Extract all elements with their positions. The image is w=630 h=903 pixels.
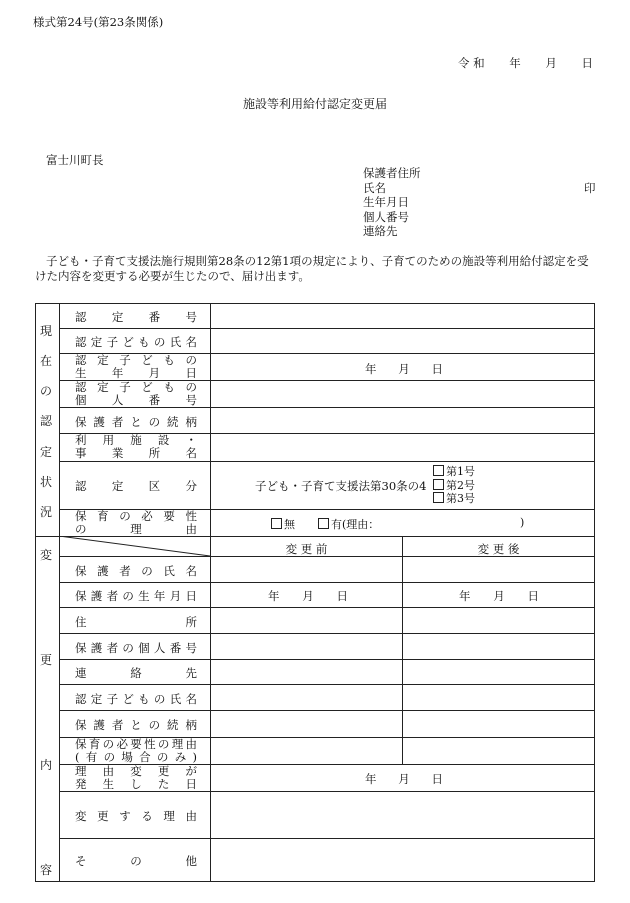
applicant-birth-label: 生年月日 — [363, 195, 409, 209]
seal-mark: 印 — [584, 181, 596, 195]
necessity-none-checkbox[interactable]: 無 — [271, 516, 295, 532]
change-reason-label: 変 更 す る 理 由 — [75, 809, 197, 823]
guardian-birth-after[interactable]: 年 月 日 — [459, 589, 539, 603]
cert-number-label: 認 定 番 号 — [75, 310, 197, 324]
applicant-contact-label: 連絡先 — [363, 224, 398, 238]
current-label-3: の — [39, 384, 52, 398]
relation-change-label: 保 護 者 と の 続 柄 — [75, 718, 197, 732]
category-option-2[interactable]: 第2号 — [433, 479, 475, 493]
applicant-block — [363, 166, 445, 239]
guardian-name-label: 保 護 者 の 氏 名 — [75, 564, 197, 578]
occurred-date-label: 理 由 変 更 が 発 生 し た 日 — [75, 764, 197, 791]
reason-label: 保 育 の 必 要 性 の 理 由 ( 有 の 場 合 の み ) — [75, 737, 197, 764]
category-option-3[interactable]: 第3号 — [433, 492, 475, 506]
current-label-4: 認 — [39, 414, 52, 428]
diagonal-line — [59, 536, 211, 557]
necessity-close-paren: ) — [520, 516, 525, 529]
category-options[interactable] — [433, 465, 475, 506]
address-label: 住 所 — [75, 615, 197, 629]
date-month: 月 — [545, 56, 557, 70]
statement: 子ども・子育て支援法施行規則第28条の12第1項の規定により、子育てのための施設等利用給付認定を受けた内容を変更する必要が生じたので、届け出ます。 — [35, 254, 589, 283]
category-option-1[interactable]: 第1号 — [433, 465, 475, 479]
date-year: 年 — [509, 56, 521, 70]
change-label-3: 内 — [39, 758, 52, 772]
current-label-1: 現 — [39, 324, 52, 338]
current-label-6: 状 — [39, 475, 52, 489]
guardian-birth-before[interactable]: 年 月 日 — [268, 589, 348, 603]
page-title: 施設等利用給付認定変更届 — [242, 97, 387, 111]
category-text: 子ども・子育て支援法第30条の4 — [255, 479, 427, 493]
category-label: 認 定 区 分 — [75, 479, 197, 493]
applicant-address-label: 保護者住所 — [363, 166, 421, 180]
child-id-label: 認 定 子 ど も の 個 人 番 号 — [75, 380, 197, 407]
current-label-2: 在 — [39, 354, 52, 368]
contact-label: 連 絡 先 — [75, 666, 197, 680]
guardian-birth-label: 保 護 者 の 生 年 月 日 — [75, 589, 197, 603]
date-line — [458, 55, 593, 71]
relation-label: 保 護 者 と の 続 柄 — [75, 415, 197, 429]
guardian-id-label: 保 護 者 の 個 人 番 号 — [75, 641, 197, 655]
after-header: 変 更 後 — [477, 542, 520, 556]
addressee: 富士川町長 — [46, 153, 104, 167]
child-name-label: 認 定 子 ど も の 氏 名 — [75, 335, 197, 349]
child-birth-label: 認 定 子 ど も の 生 年 月 日 — [75, 353, 197, 380]
child-name-change-label: 認 定 子 ど も の 氏 名 — [75, 692, 197, 706]
date-era: 令 和 — [458, 56, 485, 70]
change-label-4: 容 — [39, 863, 52, 877]
applicant-id-label: 個人番号 — [363, 209, 409, 224]
occurred-date-value[interactable]: 年 月 日 — [365, 772, 443, 786]
change-label-2: 更 — [39, 653, 52, 667]
necessity-yes-checkbox[interactable]: 有(理由： — [318, 516, 379, 532]
child-birth-value[interactable]: 年 月 日 — [365, 362, 443, 376]
applicant-name-label: 氏名 — [363, 180, 386, 195]
facility-label: 利 用 施 設 ・ 事 業 所 名 — [75, 433, 197, 460]
current-label-7: 況 — [39, 505, 52, 519]
necessity-label: 保 育 の 必 要 性 の 理 由 — [75, 509, 197, 536]
form-number: 様式第24号(第23条関係) — [33, 15, 164, 29]
date-day: 日 — [581, 56, 593, 70]
change-label-1: 変 — [39, 548, 52, 562]
current-label-5: 定 — [39, 445, 52, 459]
other-label: そ の 他 — [75, 854, 197, 868]
before-header: 変 更 前 — [285, 542, 328, 556]
